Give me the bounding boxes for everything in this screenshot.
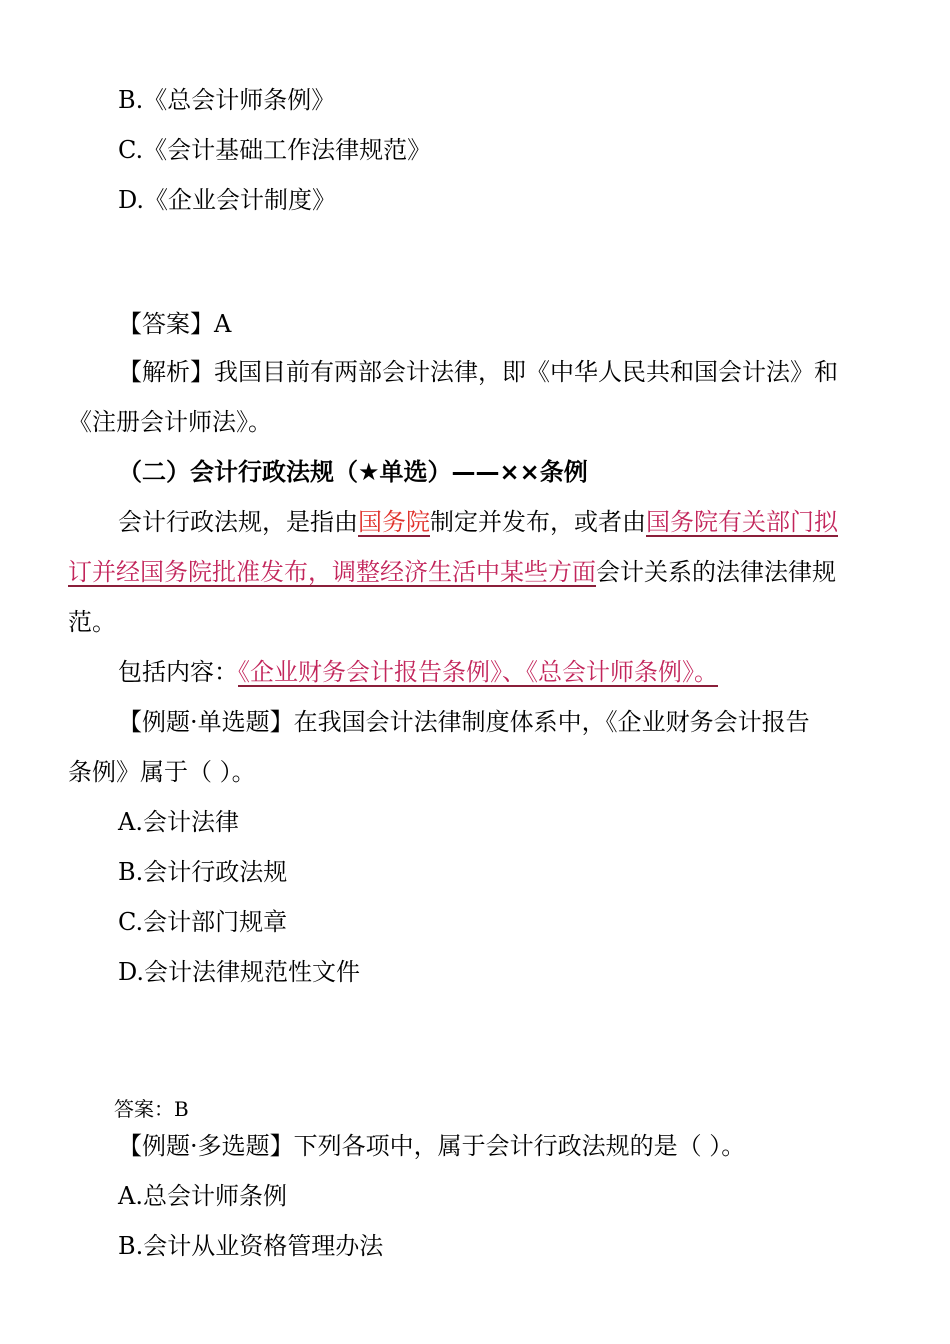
q1-option-b: B.《总会计师条例》 — [118, 86, 336, 114]
q2-option-c: C.会计部门规章 — [118, 908, 288, 936]
definition-line2 — [68, 556, 836, 588]
includes-label: 包括内容： — [118, 658, 238, 686]
definition-text: 制定并发布，或者由 — [430, 508, 646, 536]
q2-option-d: D.会计法律规范性文件 — [118, 958, 361, 986]
q1-option-c: C.《会计基础工作法律规范》 — [118, 136, 432, 164]
q3-stem: 【例题·多选题】下列各项中，属于会计行政法规的是（ ）。 — [118, 1132, 746, 1160]
q2-stem-line1: 【例题·单选题】在我国会计法律制度体系中，《企业财务会计报告 — [118, 708, 810, 736]
q1-analysis-line2: 《注册会计师法》。 — [68, 408, 272, 436]
highlight-departments: 国务院有关部门拟 — [646, 508, 838, 536]
q3-option-b: B.会计从业资格管理办法 — [118, 1232, 384, 1260]
section-heading: （二）会计行政法规（★单选）——××条例 — [118, 458, 588, 486]
q2-stem-line2: 条例》属于（ ）。 — [68, 758, 256, 786]
q3-option-a: A.总会计师条例 — [118, 1182, 287, 1210]
definition-line1 — [118, 506, 838, 538]
q1-answer: 【答案】A — [118, 310, 232, 338]
highlight-departments-cont: 订并经国务院批准发布，调整经济生活中某些方面 — [68, 558, 596, 586]
q1-analysis-line1: 【解析】我国目前有两部会计法律，即《中华人民共和国会计法》和 — [118, 358, 838, 386]
includes-value: 《企业财务会计报告条例》、《总会计师条例》。 — [238, 658, 718, 686]
q1-option-d: D.《企业会计制度》 — [118, 186, 337, 214]
q2-option-a: A.会计法律 — [118, 808, 239, 836]
definition-line3: 范。 — [68, 608, 116, 636]
definition-text: 会计行政法规，是指由 — [118, 508, 358, 536]
q2-answer: 答案：B — [114, 1097, 189, 1121]
includes-line — [118, 656, 718, 688]
definition-text: 会计关系的法律法律规 — [596, 558, 836, 586]
q2-option-b: B.会计行政法规 — [118, 858, 288, 886]
highlight-state-council: 国务院 — [358, 508, 430, 536]
